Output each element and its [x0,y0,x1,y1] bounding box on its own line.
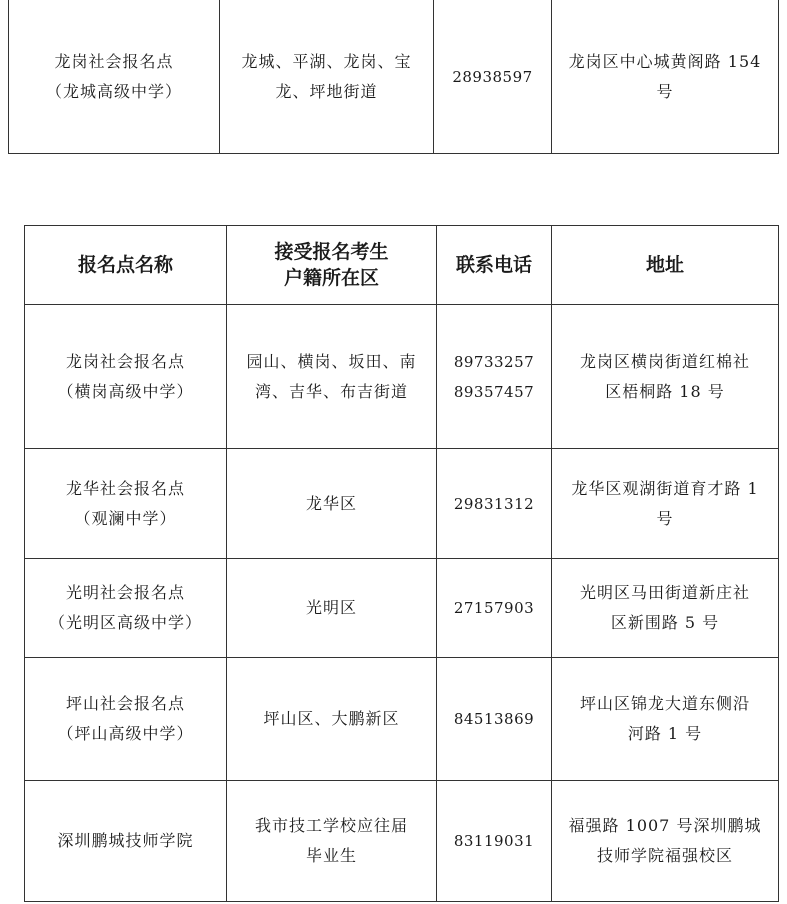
site-name: 坪山社会报名点 [65,694,185,713]
address-text: 技师学院福强校区 [596,846,733,865]
site-name-cell [25,559,227,658]
site-name: 龙岗社会报名点 [65,351,185,371]
table-row [25,781,779,902]
header-address: 地址 [552,226,779,305]
header-district-line: 接受报名考生 [274,241,389,263]
address-text: 区新围路 5 号 [610,613,720,632]
district-text: 坪山区、大鹏新区 [263,709,400,728]
phone-number: 84513869 [453,710,535,728]
address-cell [552,0,779,154]
site-name: 深圳鹏城技师学院 [57,831,194,850]
address-text: 坪山区锦龙大道东侧沿 [579,694,750,713]
table-row [9,0,779,154]
district-cell [220,0,434,154]
site-name: 龙华社会报名点 [65,478,185,498]
district-cell [227,781,437,902]
phone-cell [434,0,552,154]
address-cell [552,305,779,449]
site-school: （观澜中学） [74,508,177,528]
phone-number: 29831312 [453,494,535,513]
district-cell [227,305,437,449]
site-school: （龙城高级中学） [45,81,182,101]
phone-number: 27157903 [453,599,535,617]
district-text: 龙华区 [305,493,357,513]
address-text: 河路 1 号 [627,724,703,743]
address-cell [552,449,779,559]
address-text: 光明区马田街道新庄社 [579,583,750,602]
district-text: 园山、横岗、坂田、南 [246,351,417,371]
address-text: 区梧桐路 18 号 [605,381,725,401]
address-cell [552,559,779,658]
header-district-line: 户籍所在区 [283,267,379,289]
site-name: 光明社会报名点 [65,583,185,602]
site-name: 龙岗社会报名点 [54,51,174,71]
table-row [25,559,779,658]
header-site-name: 报名点名称 [25,226,227,305]
site-school: （横岗高级中学） [57,381,194,401]
phone-cell [437,305,552,449]
table-row [25,658,779,781]
phone-cell [437,449,552,559]
phone-number: 89733257 [453,352,535,371]
phone-number: 28938597 [452,67,533,86]
address-cell [552,658,779,781]
site-name-cell [25,305,227,449]
address-text: 号 [656,81,674,101]
district-text: 龙城、平湖、龙岗、宝 [241,51,412,71]
district-text: 光明区 [305,598,357,617]
address-text: 福强路 1007 号深圳鹏城 [568,816,762,835]
district-text: 毕业生 [305,846,357,865]
district-cell [227,559,437,658]
table-row [25,449,779,559]
address-text: 龙岗区横岗街道红棉社 [579,351,750,371]
address-text: 龙华区观湖街道育才路 1 [571,478,759,498]
site-name-cell [25,449,227,559]
phone-cell [437,658,552,781]
district-cell [227,449,437,559]
table-row [25,305,779,449]
phone-cell [437,559,552,658]
site-school: （坪山高级中学） [57,724,194,743]
address-text: 龙岗区中心城黄阁路 154 [568,51,762,71]
phone-cell [437,781,552,902]
table-header-row [25,226,779,305]
address-text: 号 [656,508,674,528]
district-cell [227,658,437,781]
phone-number: 89357457 [453,382,535,401]
site-name-cell [25,658,227,781]
address-cell [552,781,779,902]
district-text: 湾、吉华、布吉街道 [254,381,408,401]
header-district [227,226,437,305]
phone-number: 83119031 [453,832,535,850]
registration-table [24,225,779,902]
header-phone: 联系电话 [437,226,552,305]
site-school: （光明区高级中学） [48,613,202,632]
site-name-cell [9,0,220,154]
site-name-cell [25,781,227,902]
district-text: 我市技工学校应往届 [254,816,408,835]
district-text: 龙、坪地街道 [275,81,378,101]
registration-table-continued [8,0,779,154]
